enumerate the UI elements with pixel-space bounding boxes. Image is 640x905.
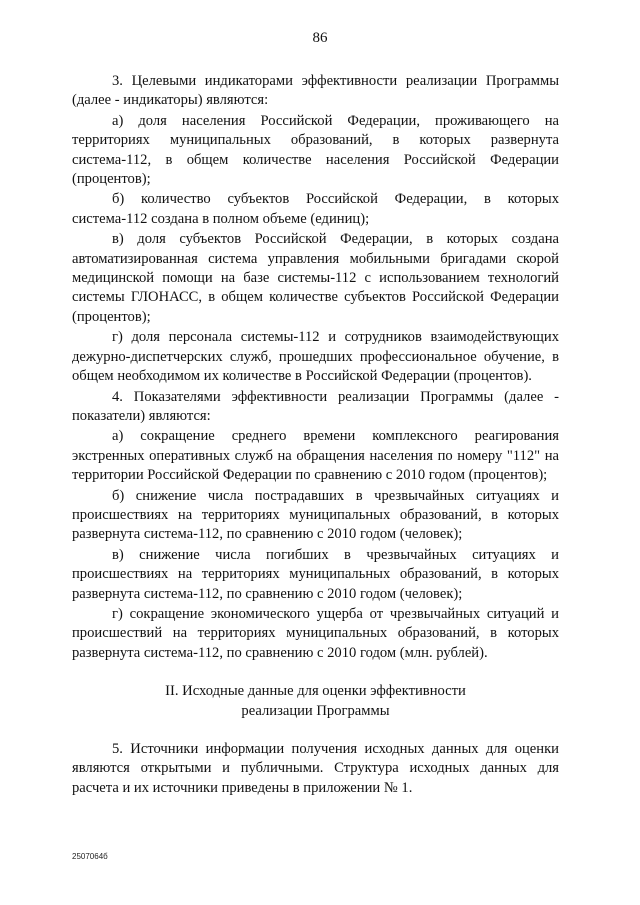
paragraph-4v: в) снижение числа погибших в чрезвычайных ситуациях и происшествиях на территориях муниципальных образований, в которых развернута система-112, по сравнению с 2010 годом (человек); xyxy=(72,546,559,602)
page-number: 86 xyxy=(312,30,328,46)
footer-document-code: 2507064б xyxy=(72,852,108,861)
paragraph-5: 5. Источники информации получения исходных данных для оценки являются открытыми и публичными. Структура исходных данных для расчета и их источники приведены в приложении № 1. xyxy=(72,741,559,796)
paragraph-4b: б) снижение числа пострадавших в чрезвычайных ситуациях и происшествиях на территориях муниципальных образований, в которых развернута система-112, по сравнению с 2010 годом (человек); xyxy=(72,487,559,543)
paragraph-4a: а) сокращение среднего времени комплексного реагирования экстренных оперативных служб на обращения населения по номеру "112" на территории Российской Федерации по сравнению с 2010 годом (процентов); xyxy=(72,428,559,484)
paragraph-3g: г) доля персонала системы-112 и сотрудников взаимодействующих дежурно-диспетчерских служб, прошедших профессиональное обучение, в общем необходимом их количестве в Российской Федерации (процентов). xyxy=(72,329,559,385)
paragraph-3-intro: 3. Целевыми индикаторами эффективности реализации Программы (далее - индикаторы) являются: xyxy=(72,73,559,109)
paragraph-3a: а) доля населения Российской Федерации, проживающего на территориях муниципальных образований, в которых развернута система-112, в общем количестве населения Российской Федерации (процентов); xyxy=(72,112,559,188)
document-body xyxy=(72,72,559,799)
paragraph-4g: г) сокращение экономического ущерба от чрезвычайных ситуаций и происшествий на территориях муниципальных образований, в которых развернута система-112, по сравнению с 2010 годом (млн. рублей). xyxy=(72,605,559,661)
paragraph-3b: б) количество субъектов Российской Федерации, в которых система-112 создана в полном объеме (единиц); xyxy=(72,191,559,227)
section-heading-line-1: II. Исходные данные для оценки эффективности xyxy=(165,683,466,700)
paragraph-3v: в) доля субъектов Российской Федерации, в которых создана автоматизированная система управления мобильными бригадами скорой медицинской помощи на базе системы-112 с использованием технологий системы ГЛОНАСС, в общем количестве субъектов Российской Федерации (процентов); xyxy=(72,231,559,325)
section-heading xyxy=(72,682,559,721)
paragraph-4-intro: 4. Показателями эффективности реализации Программы (далее - показатели) являются: xyxy=(72,388,559,424)
section-heading-line-2: реализации Программы xyxy=(241,702,390,719)
